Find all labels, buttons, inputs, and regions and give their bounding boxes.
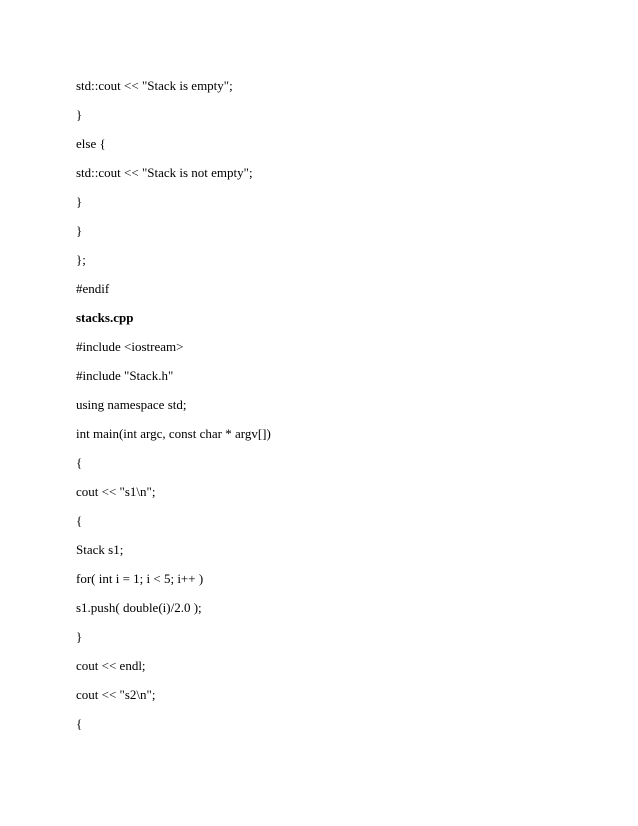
code-line: std::cout << "Stack is empty"; bbox=[76, 78, 233, 93]
code-line: #endif bbox=[76, 281, 110, 296]
code-line: s1.push( double(i)/2.0 ); bbox=[76, 600, 202, 615]
code-listing bbox=[76, 71, 271, 738]
code-line: cout << "s2\n"; bbox=[76, 687, 156, 702]
code-line: } bbox=[76, 223, 83, 238]
code-line: using namespace std; bbox=[76, 397, 187, 412]
file-heading: stacks.cpp bbox=[76, 310, 134, 325]
code-line: for( int i = 1; i < 5; i++ ) bbox=[76, 571, 204, 586]
code-line: }; bbox=[76, 252, 86, 267]
code-line: cout << endl; bbox=[76, 658, 146, 673]
code-line: } bbox=[76, 107, 83, 122]
code-line: Stack s1; bbox=[76, 542, 124, 557]
code-line: cout << "s1\n"; bbox=[76, 484, 156, 499]
code-line: { bbox=[76, 455, 83, 470]
code-line: { bbox=[76, 513, 83, 528]
code-line: } bbox=[76, 629, 83, 644]
code-line: else { bbox=[76, 136, 106, 151]
code-line: std::cout << "Stack is not empty"; bbox=[76, 165, 253, 180]
code-line: #include "Stack.h" bbox=[76, 368, 174, 383]
code-line: { bbox=[76, 716, 83, 731]
code-line: int main(int argc, const char * argv[]) bbox=[76, 426, 271, 441]
code-line: } bbox=[76, 194, 83, 209]
code-line: #include <iostream> bbox=[76, 339, 184, 354]
